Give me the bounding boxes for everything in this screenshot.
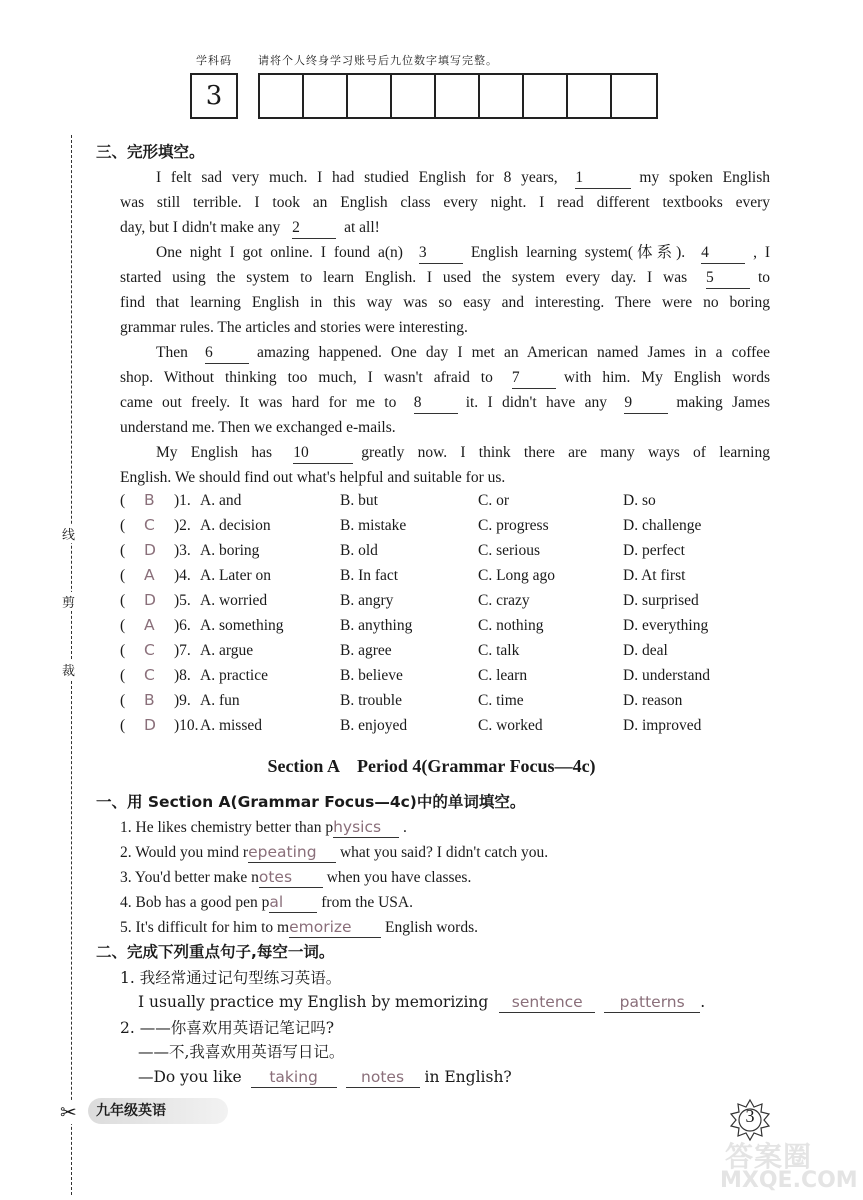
option-num: )1. bbox=[174, 492, 191, 509]
option-num: )2. bbox=[174, 517, 191, 534]
question-row bbox=[120, 513, 780, 538]
option-c: C. progress bbox=[478, 517, 549, 534]
item-tail: what you said? I didn't catch you. bbox=[339, 844, 549, 861]
cloze-blank[interactable]: 2 bbox=[292, 218, 336, 239]
option-num: )8. bbox=[174, 667, 191, 684]
item-prompt: 4. Bob has a good pen p bbox=[120, 894, 270, 911]
answer-choice[interactable]: C bbox=[144, 641, 155, 659]
sentence-end: . bbox=[700, 993, 706, 1011]
cloze-line bbox=[120, 365, 770, 390]
option-d: D. everything bbox=[623, 617, 709, 634]
cloze-blank[interactable]: 5 bbox=[706, 268, 750, 289]
subject-code: 3 bbox=[205, 81, 223, 111]
margin-char-cut: 剪 bbox=[62, 592, 75, 611]
part2-q2-chinese-a: 2. ——你喜欢用英语记笔记吗? bbox=[120, 1019, 335, 1037]
cloze-line bbox=[120, 215, 770, 240]
section-title: Section A Period 4(Grammar Focus—4c) bbox=[267, 756, 596, 776]
option-num: )7. bbox=[174, 642, 191, 659]
paren: ( bbox=[120, 592, 126, 609]
part2-q2-prompt: —Do you like bbox=[138, 1068, 242, 1086]
option-num: )5. bbox=[174, 592, 191, 609]
part2-q1-chinese: 1. 我经常通过记句型练习英语。 bbox=[120, 969, 342, 987]
cloze-line bbox=[120, 315, 770, 340]
cloze-line bbox=[156, 240, 770, 265]
item-prompt: 5. It's difficult for him to m bbox=[120, 919, 290, 936]
cloze-blank[interactable]: 7 bbox=[512, 368, 556, 389]
option-a: A. and bbox=[200, 492, 242, 509]
option-b: B. believe bbox=[340, 667, 403, 684]
scissors-icon: ✂ bbox=[60, 1100, 77, 1124]
part2-q2-chinese-b: ——不,我喜欢用英语写日记。 bbox=[138, 1043, 345, 1061]
item-tail: from the USA. bbox=[321, 894, 413, 911]
account-digit-cell[interactable] bbox=[304, 75, 348, 117]
option-d: D. deal bbox=[623, 642, 668, 659]
question-row bbox=[120, 638, 780, 663]
cloze-blank[interactable]: 3 bbox=[419, 243, 463, 264]
item-tail: English words. bbox=[385, 919, 478, 936]
cloze-blank[interactable]: 1 bbox=[575, 168, 631, 189]
cloze-text: Then bbox=[156, 344, 188, 361]
option-b: B. but bbox=[340, 492, 378, 509]
cloze-line bbox=[120, 190, 770, 215]
part2-q1-english bbox=[138, 990, 705, 1015]
option-c: C. crazy bbox=[478, 592, 530, 609]
option-b: B. angry bbox=[340, 592, 394, 609]
question-row bbox=[120, 688, 780, 713]
cloze-blank[interactable]: 10 bbox=[293, 443, 353, 464]
account-digit-cell[interactable] bbox=[436, 75, 480, 117]
answer-blank[interactable]: notes bbox=[346, 1067, 420, 1088]
paren: ( bbox=[120, 642, 126, 659]
answer-choice[interactable]: C bbox=[144, 516, 155, 534]
part2-q2-english bbox=[138, 1065, 512, 1090]
margin-char-line: 线 bbox=[62, 524, 75, 543]
cloze-text: greatly now. I think there are many ways of learning bbox=[361, 444, 770, 461]
question-row bbox=[120, 613, 780, 638]
footer-grade-label: 九年级英语 bbox=[96, 1103, 166, 1119]
cloze-text: my spoken English bbox=[639, 169, 770, 186]
answer-blank[interactable]: otes bbox=[259, 867, 323, 888]
option-c: C. learn bbox=[478, 667, 528, 684]
option-a: A. worried bbox=[200, 592, 268, 609]
answer-blank[interactable]: al bbox=[269, 892, 317, 913]
cloze-line bbox=[156, 340, 770, 365]
option-d: D. At first bbox=[623, 567, 686, 584]
item-prompt: 3. You'd better make n bbox=[120, 869, 259, 886]
part2-q1-prompt: I usually practice my English by memorizing bbox=[138, 993, 489, 1011]
cloze-text: to bbox=[757, 269, 771, 286]
option-b: B. trouble bbox=[340, 692, 402, 709]
account-digit-cell[interactable] bbox=[348, 75, 392, 117]
option-d: D. so bbox=[623, 492, 656, 509]
answer-blank[interactable]: patterns bbox=[604, 992, 700, 1013]
account-digit-cell[interactable] bbox=[568, 75, 612, 117]
cloze-text: came out freely. It was hard for me to bbox=[120, 394, 397, 411]
cloze-text: English learning system(体系). bbox=[470, 244, 686, 261]
part2-q2-tail: in English? bbox=[424, 1068, 512, 1086]
option-c: C. Long ago bbox=[478, 567, 556, 584]
cloze-text: shop. Without thinking too much, I wasn't afraid to bbox=[120, 369, 493, 386]
option-b: B. enjoyed bbox=[340, 717, 408, 734]
answer-blank[interactable]: epeating bbox=[248, 842, 336, 863]
answer-blank[interactable]: emorize bbox=[289, 917, 381, 938]
part1-heading: 一、用 Section A(Grammar Focus—4c)中的单词填空。 bbox=[96, 793, 526, 811]
option-num: )3. bbox=[174, 542, 191, 559]
fill-item bbox=[120, 815, 407, 840]
option-c: C. worked bbox=[478, 717, 543, 734]
cloze-line bbox=[120, 290, 770, 315]
question-row bbox=[120, 538, 780, 563]
answer-choice[interactable]: A bbox=[144, 566, 155, 584]
option-a: A. something bbox=[200, 617, 284, 634]
answer-choice[interactable]: B bbox=[144, 491, 155, 509]
paren: ( bbox=[120, 692, 126, 709]
option-b: B. In fact bbox=[340, 567, 399, 584]
answer-blank[interactable]: taking bbox=[251, 1067, 337, 1088]
watermark-logo: 答案圈 bbox=[725, 1140, 813, 1173]
cloze-text: at all! bbox=[344, 219, 380, 236]
code-instruction: 请将个人终身学习账号后九位数字填写完整。 bbox=[258, 54, 498, 67]
cloze-text: making James bbox=[676, 394, 771, 411]
question-row bbox=[120, 488, 780, 513]
cloze-heading: 三、完形填空。 bbox=[96, 143, 205, 161]
answer-choice[interactable]: D bbox=[144, 591, 156, 609]
paren: ( bbox=[120, 667, 126, 684]
question-row bbox=[120, 563, 780, 588]
option-c: C. nothing bbox=[478, 617, 544, 634]
option-a: A. fun bbox=[200, 692, 240, 709]
paren: ( bbox=[120, 517, 126, 534]
account-digit-cell[interactable] bbox=[524, 75, 568, 117]
account-digit-cell[interactable] bbox=[480, 75, 524, 117]
part2-heading: 二、完成下列重点句子,每空一词。 bbox=[96, 943, 335, 961]
margin-char-trim: 裁 bbox=[62, 660, 75, 679]
option-d: D. perfect bbox=[623, 542, 685, 559]
option-b: B. old bbox=[340, 542, 378, 559]
account-digit-cell[interactable] bbox=[612, 75, 656, 117]
code-label: 学科码 bbox=[196, 54, 232, 67]
cloze-blank[interactable]: 8 bbox=[414, 393, 458, 414]
cloze-text: My English has bbox=[156, 444, 273, 461]
answer-blank[interactable]: hysics bbox=[333, 817, 399, 838]
answer-blank[interactable]: sentence bbox=[499, 992, 595, 1013]
cloze-line bbox=[120, 390, 770, 415]
answer-choice[interactable]: D bbox=[144, 541, 156, 559]
account-number-cells[interactable] bbox=[258, 73, 658, 119]
cloze-text: I felt sad very much. I had studied English for 8 years, bbox=[156, 169, 558, 186]
cloze-text: was still terrible. I took an English class every night. I read different textbooks every bbox=[120, 194, 770, 211]
fill-item bbox=[120, 865, 471, 890]
answer-choice[interactable]: B bbox=[144, 691, 155, 709]
cloze-text: grammar rules. The articles and stories were interesting. bbox=[120, 319, 468, 336]
cloze-text: it. I didn't have any bbox=[465, 394, 607, 411]
cloze-text: understand me. Then we exchanged e-mails. bbox=[120, 419, 396, 436]
cloze-line bbox=[156, 165, 770, 190]
cloze-text: , I bbox=[753, 244, 771, 261]
cloze-text: started using the system to learn English. I used the system every day. I was bbox=[120, 269, 688, 286]
item-tail: when you have classes. bbox=[326, 869, 472, 886]
option-num: )6. bbox=[174, 617, 191, 634]
account-digit-cell[interactable] bbox=[260, 75, 304, 117]
option-a: A. Later on bbox=[200, 567, 272, 584]
option-c: C. serious bbox=[478, 542, 540, 559]
option-b: B. mistake bbox=[340, 517, 407, 534]
item-prompt: 2. Would you mind r bbox=[120, 844, 249, 861]
option-num: )4. bbox=[174, 567, 191, 584]
option-d: D. reason bbox=[623, 692, 683, 709]
option-a: A. decision bbox=[200, 517, 271, 534]
cloze-line bbox=[156, 440, 770, 465]
item-prompt: 1. He likes chemistry better than p bbox=[120, 819, 334, 836]
option-d: D. challenge bbox=[623, 517, 702, 534]
question-row bbox=[120, 663, 780, 688]
cloze-blank[interactable]: 6 bbox=[205, 343, 249, 364]
paren: ( bbox=[120, 717, 126, 734]
cloze-text: with him. My English words bbox=[563, 369, 771, 386]
paren: ( bbox=[120, 617, 126, 634]
fill-item bbox=[120, 890, 413, 915]
cloze-line bbox=[120, 265, 770, 290]
cloze-blank[interactable]: 9 bbox=[624, 393, 668, 414]
answer-choice[interactable]: C bbox=[144, 666, 155, 684]
cloze-text: find that learning English in this way was so easy and interesting. There were no boring bbox=[120, 294, 770, 311]
option-d: D. understand bbox=[623, 667, 710, 684]
option-a: A. missed bbox=[200, 717, 262, 734]
option-d: D. surprised bbox=[623, 592, 699, 609]
answer-choice[interactable]: A bbox=[144, 616, 155, 634]
question-row bbox=[120, 588, 780, 613]
watermark-url: MXQE.COM bbox=[720, 1168, 858, 1193]
paren: ( bbox=[120, 542, 126, 559]
item-tail: . bbox=[402, 819, 407, 836]
option-b: B. agree bbox=[340, 642, 392, 659]
option-c: C. talk bbox=[478, 642, 520, 659]
option-a: A. practice bbox=[200, 667, 268, 684]
account-digit-cell[interactable] bbox=[392, 75, 436, 117]
cloze-blank[interactable]: 4 bbox=[701, 243, 745, 264]
subject-code-box bbox=[190, 73, 238, 119]
question-row bbox=[120, 713, 780, 738]
option-num: )10. bbox=[174, 717, 199, 734]
option-num: )9. bbox=[174, 692, 191, 709]
option-c: C. time bbox=[478, 692, 524, 709]
option-d: D. improved bbox=[623, 717, 702, 734]
page-number: 3 bbox=[745, 1106, 755, 1126]
cloze-line bbox=[120, 465, 770, 490]
option-a: A. argue bbox=[200, 642, 254, 659]
option-b: B. anything bbox=[340, 617, 413, 634]
paren: ( bbox=[120, 492, 126, 509]
option-c: C. or bbox=[478, 492, 509, 509]
cloze-text: English. We should find out what's helpful and suitable for us. bbox=[120, 469, 506, 486]
fill-item bbox=[120, 915, 478, 940]
cloze-text: amazing happened. One day I met an American named James in a coffee bbox=[256, 344, 770, 361]
cloze-text: One night I got online. I found a(n) bbox=[156, 244, 403, 261]
fill-item bbox=[120, 840, 548, 865]
answer-choice[interactable]: D bbox=[144, 716, 156, 734]
option-a: A. boring bbox=[200, 542, 260, 559]
cloze-line bbox=[120, 415, 770, 440]
cloze-text: day, but I didn't make any bbox=[120, 219, 281, 236]
paren: ( bbox=[120, 567, 126, 584]
